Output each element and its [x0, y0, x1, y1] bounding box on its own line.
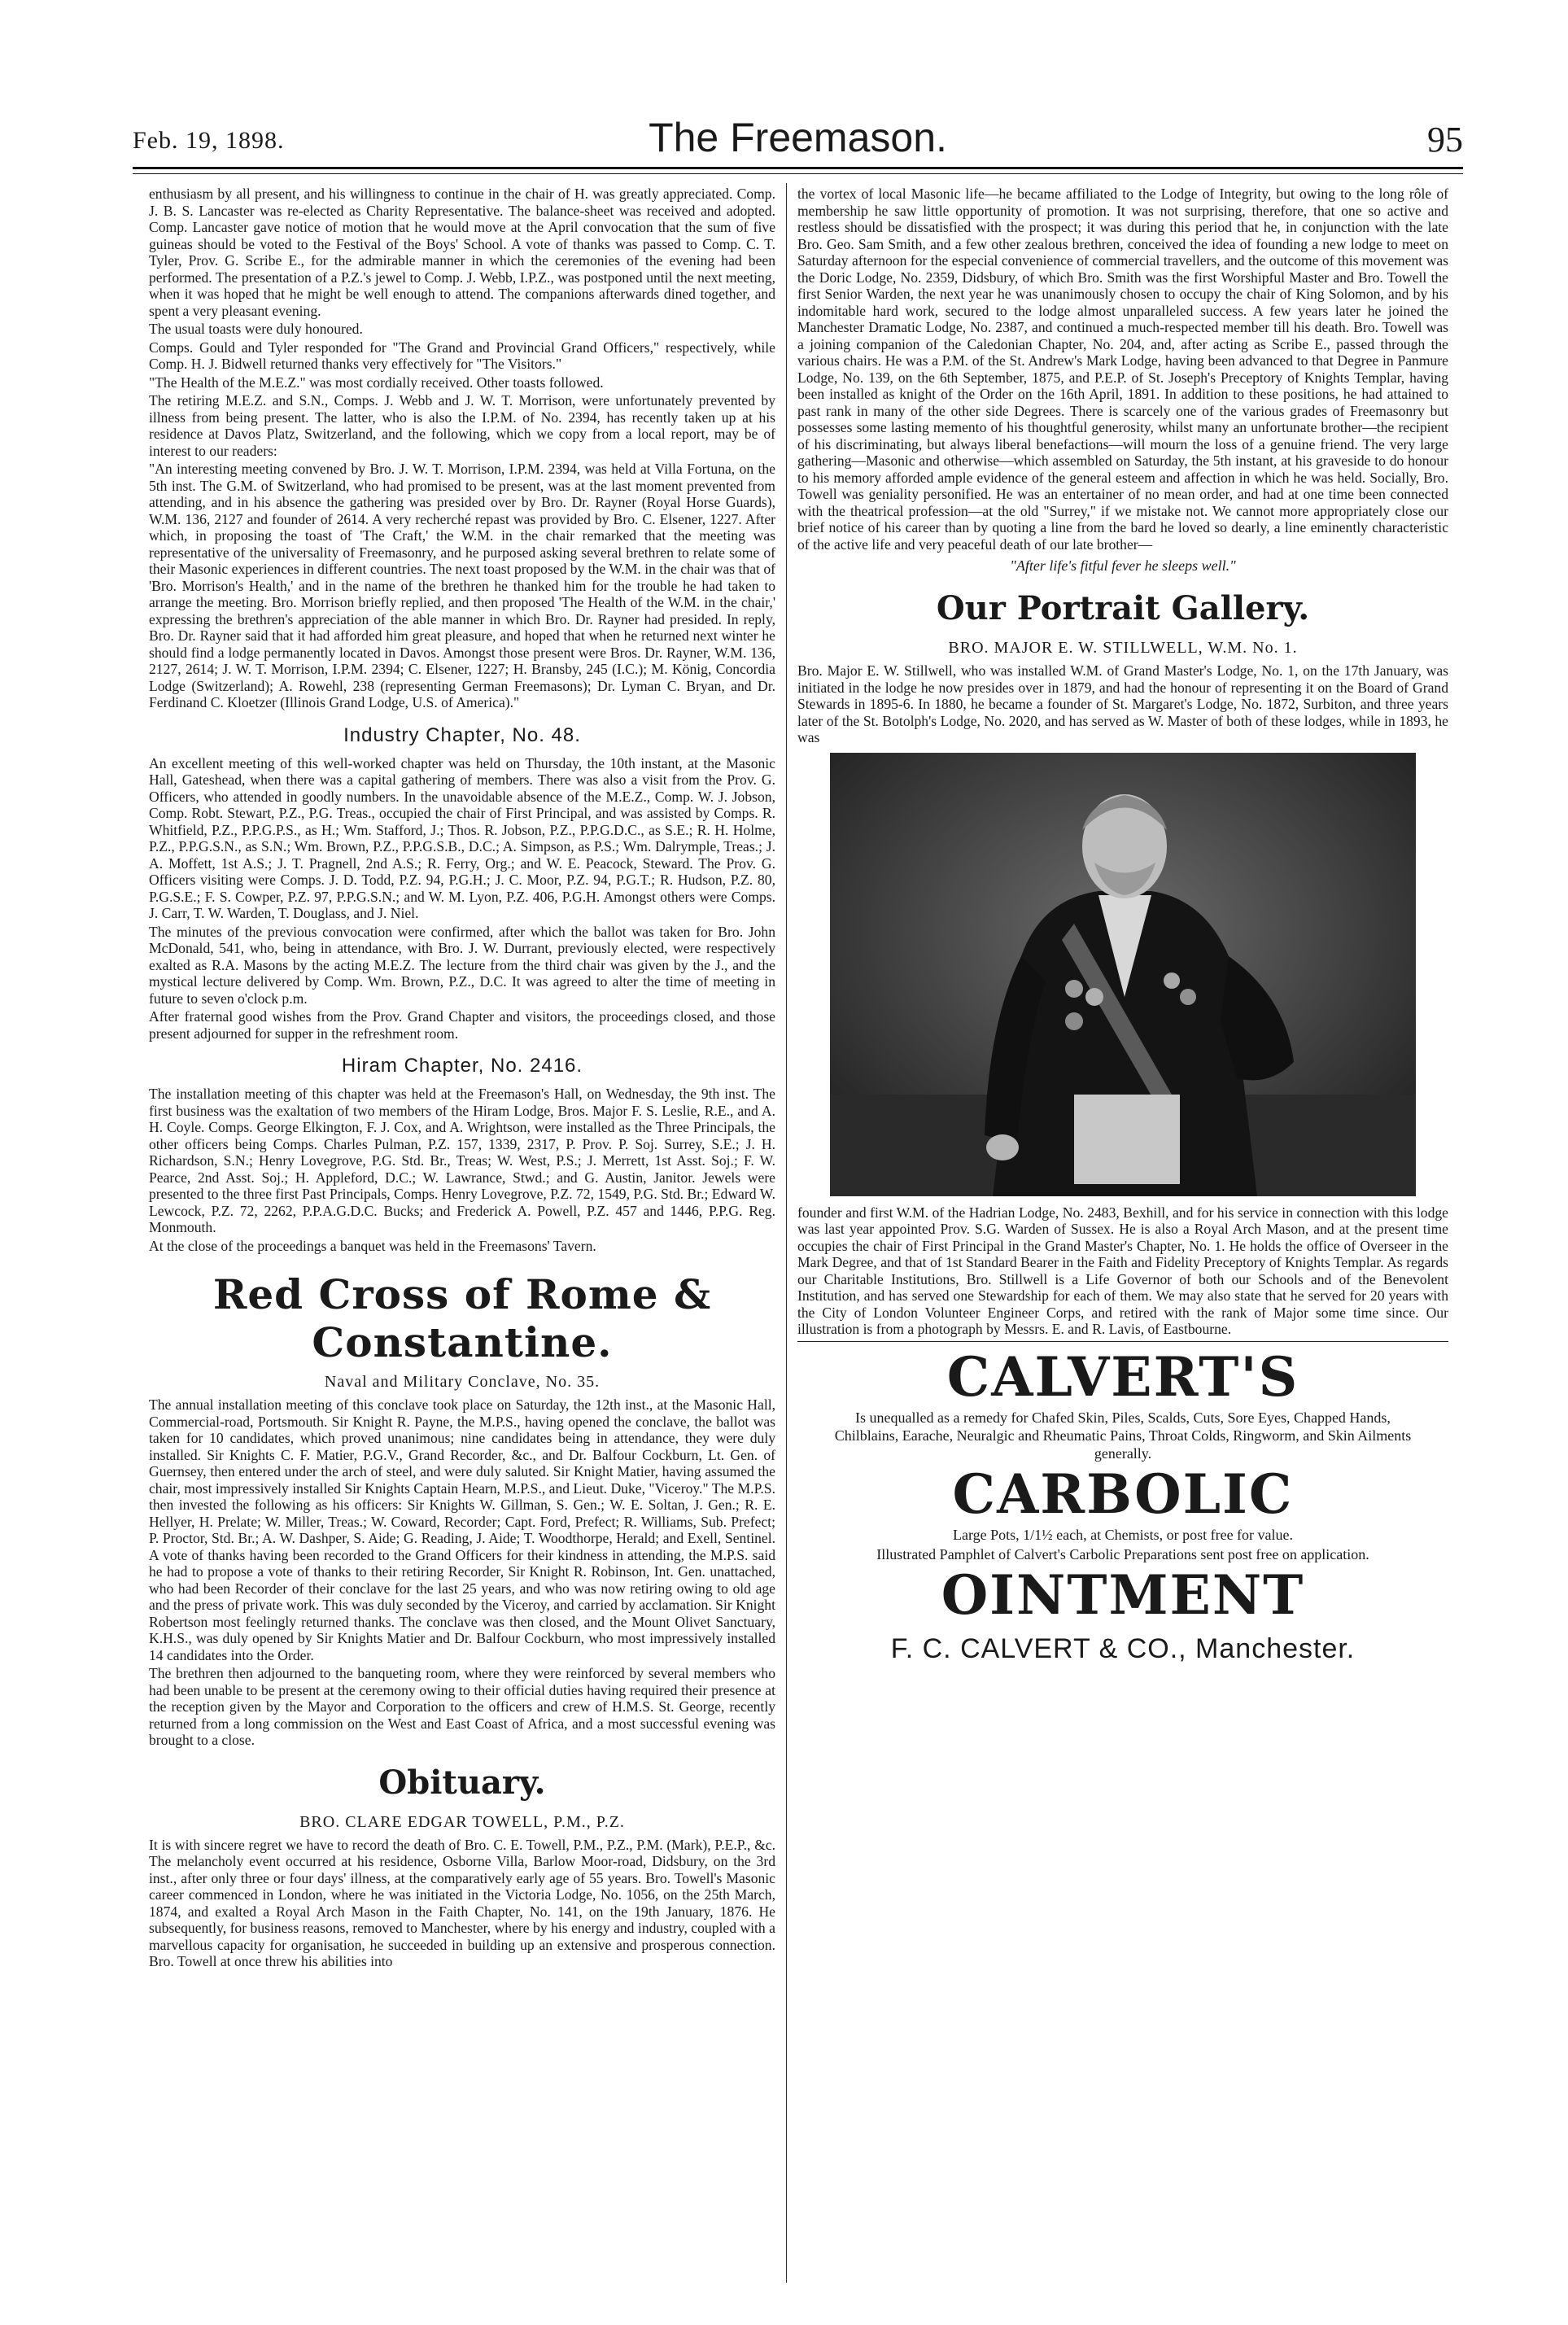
- ad-price-note: Large Pots, 1/1½ each, at Chemists, or post free for value.: [952, 1526, 1294, 1543]
- ad-description: Is unequalled as a remedy for Chafed Skin, Piles, Scalds, Cuts, Sore Eyes, Chapped Hands, Chilblains, Earache, Neuralgic and Rheumatic Pains, Throat Colds, Ringworm, and Skin Ailments generally.: [834, 1409, 1412, 1462]
- calverts-advertisement: [797, 1341, 1448, 1665]
- left-column: [149, 186, 775, 1972]
- obituary-heading: Obituary.: [378, 1763, 546, 1802]
- paragraph: enthusiasm by all present, and his willingness to continue in the chair of H. was greatly appreciated. Comp. J. B. S. Lancaster was re-elected as Charity Representative. The balance-sheet was received and adopted. Comp. Lancaster gave notice of motion that he would move at the April convocation that the sum of five guineas should be voted to the Festival of the Boys' School. A vote of thanks was passed to Comp. C. T. Tyler, Prov. G. Scribe E., for the admirable manner in which the ceremonies of the evening had been performed. The presentation of a P.Z.'s jewel to Comp. J. Webb, I.P.Z., was postponed until the next meeting, when it was hoped that he might be well enough to attend. The companions afterwards dined together, and spent a very pleasant evening.: [149, 186, 775, 319]
- chapter-report-continued: [149, 186, 775, 711]
- header-rule-thin: [133, 173, 1463, 174]
- hiram-chapter-heading: Hiram Chapter, No. 2416.: [341, 1055, 583, 1077]
- paragraph: The installation meeting of this chapter was held at the Freemason's Hall, on Wednesday, the 9th inst. The first business was the exaltation of two members of the Hiram Lodge, Bros. Major F. S. Leslie, R.E., and A. H. Coyle. Comps. George Elkington, F. J. Cox, and A. Wrightson, were installed as the Three Principals, the other officers being Comps. Charles Pulman, P.Z. 157, 1339, 2317, P. Prov. P. Soj. Surrey, S.E.; J. H. Richardson, S.N.; Henry Lovegrove, P.G. Std. Br., Treas; W. West, P.S.; J. Merrett, 1st Asst. Soj.; F. W. Pearce, 2nd Asst. Soj.; H. Appleford, D.C.; W. Lawrance, Stwd.; and G. Austin, Janitor. Jewels were presented to the three first Past Principals, Comps. Henry Lovegrove, P.Z. 72, 1549, P.G. Std. Br.; Edward W. Lewcock, P.Z. 72, 2262, P.P.A.G.D.C. Bucks; and Frederick A. Powell, P.Z. 457 and 1446, P.P.G. Reg. Monmouth.: [149, 1086, 775, 1235]
- portrait-photo: [830, 753, 1416, 1196]
- obituary-subject: BRO. CLARE EDGAR TOWELL, P.M., P.Z.: [299, 1812, 625, 1831]
- portrait-subject: BRO. MAJOR E. W. STILLWELL, W.M. No. 1.: [948, 639, 1298, 657]
- closing-quote: "After life's fitful fever he sleeps well.": [1010, 557, 1236, 574]
- ad-pamphlet-note: Illustrated Pamphlet of Calvert's Carbolic Preparations sent post free on application.: [876, 1545, 1369, 1562]
- issue-date: Feb. 19, 1898.: [133, 127, 285, 154]
- ad-firm-name: F. C. CALVERT & CO., Manchester.: [890, 1632, 1356, 1664]
- page-number: 95: [1427, 120, 1463, 160]
- paragraph: Bro. Major E. W. Stillwell, who was installed W.M. of Grand Master's Lodge, No. 1, on the 17th January, was initiated in the lodge he now presides over in 1879, and had the honour of representing it on the Board of Grand Stewards in 1895-6. In 1880, he became a founder of St. Margaret's Lodge, No. 1872, Surbiton, and three years later of the St. Botolph's Lodge, No. 2020, and has served as W. Master of both of these lodges, while in 1893, he was: [797, 662, 1448, 745]
- ad-headline-calverts: CALVERT'S: [946, 1344, 1299, 1409]
- right-column: [797, 186, 1448, 1665]
- header-rule-thick: [133, 167, 1463, 169]
- paragraph: The brethren then adjourned to the banqueting room, where they were reinforced by several members who had been unable to be present at the ceremony owing to their official duties having required their presence at the reception given by the Mayor and Corporation to the officers and crew of H.M.S. St. George, recently returned from a long commission on the West and East Coast of Africa, and a most successful evening was brought to a close.: [149, 1665, 775, 1748]
- paragraph: The annual installation meeting of this conclave took place on Saturday, the 12th inst., at the Masonic Hall, Commercial-road, Portsmouth. Sir Knight R. Payne, the M.P.S., having opened the conclave, the ballot was taken for 10 candidates, which proved unanimous; nine candidates being in attendance, they were duly installed. Sir Knights C. F. Matier, P.G.V., Grand Recorder, &c., and Dr. Balfour Cockburn, Lt. Gen. of Guernsey, then entered under the arch of steel, and were duly saluted. Sir Knight Matier, having assumed the chair, most impressively installed Sir Knights Captain Hearn, M.P.S., and Lieut. Duke, "Viceroy." The M.P.S. then invested the following as his officers: Sir Knights W. Gillman, S. Gen.; W. E. Soltan, J. Gen.; R. E. Hellyer, H. Prelate; W. Miller, Treas.; W. Coward, Recorder; Capt. Ford, Prefect; R. Williams, Sub. Prefect; P. Proctor, Std. Br.; A. W. Dashper, S. Aide; G. Reading, J. Aide; T. Woodthorpe, Herald; and Exell, Sentinel. A vote of thanks having been recorded to the Grand Officers for their kindness in attending, the M.P.S. said he had to propose a vote of thanks to their retiring Recorder, Sir Knight R. Robinson, Int. Gen. unattached, who had been Recorder of their conclave for the last 25 years, and who was now retiring owing to old age and the press of private work. This was duly seconded by the Viceroy, and carried by acclamation. Sir Knight Robertson most feelingly returned thanks. The conclave was then closed, and the Mount Olivet Sanctuary, K.H.S., was duly opened by Sir Knights Matier and Dr. Balfour Cockburn, who most impressively installed 14 candidates into the Order.: [149, 1396, 775, 1663]
- column-divider: [786, 183, 787, 2283]
- portrait-illustration: [830, 753, 1416, 1196]
- paragraph: The retiring M.E.Z. and S.N., Comps. J. Webb and J. W. T. Morrison, were unfortunately prevented by illness from being present. The latter, who is also the I.P.M. of No. 2394, has recently taken up at his residence at Davos Platz, Switzerland, and the following, which we copy from a local report, may be of interest to our readers:: [149, 392, 775, 459]
- paragraph: "An interesting meeting convened by Bro. J. W. T. Morrison, I.P.M. 2394, was held at Villa Fortuna, on the 5th inst. The G.M. of Switzerland, who had promised to be present, was at the last moment prevented from attending, and in his absence the gathering was presided over by Bro. Dr. Rayner (Royal Horse Guards), W.M. 136, 2127 and founder of 2614. A very recherché repast was provided by Bro. C. Elsener, 1227. After which, in proposing the toast of 'The Craft,' the W.M. in the chair remarked that the meeting was representative of the universality of Freemasonry, and he purposed asking several brethren to relate some of their Masonic experiences in different countries. The next toast proposed by the W.M. in the chair was that of 'Bro. Morrison's Health,' and in the name of the brethren he thanked him for the trouble he had taken to arrange the meeting. Bro. Morrison briefly replied, and then proposed 'The Health of the W.M. in the chair,' expressing the brethren's appreciation of the able manner in which Bro. Dr. Rayner had presided. In reply, Bro. Dr. Rayner said that it had afforded him great pleasure, and hoped that when he returned next winter he should find a lodge permanently located in Davos. Amongst those present were Bros. Dr. Rayner, W.M. 136, 2127, 2614; J. W. T. Morrison, I.P.M. 2394; C. Elsener, 1227; H. Bransby, 245 (I.C.); M. König, Concordia Lodge (Switzerland); A. Rowehl, 238 (representing German Freemasons); Dr. Lyman C. Bryan, and Dr. Ferdinand C. Kloetzer (Illinois Grand Lodge, U.S. of America).": [149, 461, 775, 710]
- paragraph: An excellent meeting of this well-worked chapter was held on Thursday, the 10th instant, at the Masonic Hall, Gateshead, when there was a capital gathering of members. There was also a visit from the Prov. G. Officers, who attended in goodly numbers. In the unavoidable absence of the M.E.Z., Comp. W. J. Jobson, Comp. Robt. Stewart, P.Z., P.G. Treas., occupied the chair of First Principal, and was assisted by Comps. R. Whitfield, P.Z., P.P.G.P.S., as H.; Wm. Stafford, J.; Thos. R. Jobson, P.Z., P.P.G.D.C., as S.E.; R. H. Holme, P.Z., P.P.G.S.N., as S.N.; Wm. Brown, P.Z., P.P.G.S.B., D.C.; A. Simpson, as P.S.; Wm. Dalrymple, Treas.; J. A. Moffett, 1st A.S.; J. T. Pragnell, 2nd A.S.; R. Ferry, Org.; and W. E. Peacock, Steward. The Prov. G. Officers visiting were Comps. J. D. Todd, P.Z. 94, P.G.H.; J. C. Moor, P.Z. 94, P.G.T.; R. Hudson, P.Z. 80, P.G.S.E.; F. S. Cowper, P.Z. 97, P.P.G.S.N.; and W. M. Lyon, P.Z. 406, P.G.H. Amongst others were Comps. J. Carr, T. W. Warden, T. Douglass, and J. Niel.: [149, 754, 775, 921]
- paragraph: It is with sincere regret we have to record the death of Bro. C. E. Towell, P.M., P.Z., P.M. (Mark), P.E.P., &c. The melancholy event occurred at his residence, Osborne Villa, Barlow Moor-road, Didsbury, on the 3rd inst., after only three or four days' illness, at the comparatively early age of 55 years. Bro. Towell's Masonic career commenced in London, where he was initiated in the Victoria Lodge, No. 1056, on the 25th March, 1874, and exalted a Royal Arch Mason in the Faith Chapter, No. 141, on the 19th January, 1876. He subsequently, for business reasons, removed to Manchester, where by his energy and industry, coupled with a marvellous capacity for organisation, he succeeded in building up an extensive and prosperous connection. Bro. Towell at once threw his abilities into: [149, 1836, 775, 1969]
- paragraph: the vortex of local Masonic life—he became affiliated to the Lodge of Integrity, but owing to the long rôle of membership he saw little opportunity of promotion. It was not surprising, therefore, that one so active and restless should be dissatisfied with the prospect; it was during this period that he, in conjunction with the late Bro. Geo. Sam Smith, and a few other zealous brethren, conceived the idea of founding a new lodge to meet on Saturday afternoon for the especial convenience of commercial travellers, and the outcome of this movement was the Doric Lodge, No. 2359, Didsbury, of which Bro. Smith was the first Worshipful Master and Bro. Towell the first Senior Warden, the next year he was unanimously chosen to occupy the chair of King Solomon, and by his indomitable hard work, secured to the lodge almost unparalleled success. A few years later he joined the Manchester Dramatic Lodge, No. 2387, and continued a much-respected member till his death. Bro. Towell was a joining companion of the Caledonian Chapter, No. 204, and, after acting as Scribe E., passed through the various chairs. He was a P.M. of the St. Andrew's Mark Lodge, having been advanced to that Degree in Panmure Lodge, No. 139, on the 6th September, 1875, and P.E.P. of St. Joseph's Preceptory of Knights Templar, having been installed as knight of the Order on the 16th April, 1891. In addition to these positions, he had attained to past rank in many of the other side Degrees. There is scarcely one of the various grades of Freemasonry but possesses some lasting memento of his thoughtful generosity, whilst many an unfortunate brother—the recipient of his discriminating, but always liberal benefactions—will mourn the loss of a genuine friend. The very large gathering—Masonic and otherwise—which assembled on Saturday, the 5th instant, at his graveside to do honour to his memory afforded ample evidence of the general esteem and affection in which he was held. Socially, Bro. Towell was geniality personified. He was an entertainer of no mean order, and had at one time been connected with the theatrical profession—at the old "Surrey," if we mistake not. We cannot more appropriately close our brief notice of his career than by quoting a line from the bard he loved so dearly, a line eminently characteristic of the active life and very peaceful death of our late brother—: [797, 186, 1448, 553]
- naval-conclave-heading: Naval and Military Conclave, No. 35.: [324, 1373, 601, 1391]
- ad-headline-carbolic: CARBOLIC: [952, 1462, 1294, 1526]
- portrait-gallery-heading: Our Portrait Gallery.: [936, 589, 1310, 627]
- paragraph: Comps. Gould and Tyler responded for "The Grand and Provincial Grand Officers," respectively, while Comp. H. J. Bidwell returned thanks very effectively for "The Visitors.": [149, 339, 775, 372]
- paragraph: founder and first W.M. of the Hadrian Lodge, No. 2483, Bexhill, and for his service in connection with this lodge was last year appointed Prov. S.G. Warden of Sussex. He is also a Royal Arch Mason, and at the present time occupies the chair of First Principal in the Grand Master's Chapter, No. 1. He holds the office of Overseer in the Mark Degree, and that of 1st Standard Bearer in the Faith and Fidelity Preceptory of Knights Templar. As regards our Charitable Institutions, Bro. Stillwell is a Life Governor of both our Schools and of the Benevolent Institution, and has served one Stewardship for each of them. We may also state that he served for 20 years with the City of London Volunteer Engineer Corps, and retired with the rank of Major some time since. Our illustration is from a photograph by Messrs. E. and R. Lavis, of Eastbourne.: [797, 1204, 1448, 1337]
- ad-headline-ointment: OINTMENT: [941, 1562, 1305, 1627]
- red-cross-heading: Red Cross of Rome & Constantine.: [212, 1270, 712, 1366]
- page-header: [133, 114, 1463, 163]
- paragraph: The usual toasts were duly honoured.: [149, 321, 363, 337]
- masthead-title: The Freemason.: [649, 115, 947, 160]
- paragraph: At the close of the proceedings a banquet was held in the Freemasons' Tavern.: [149, 1237, 596, 1254]
- paragraph: "The Health of the M.E.Z." was most cordially received. Other toasts followed.: [149, 374, 604, 391]
- paragraph: After fraternal good wishes from the Prov. Grand Chapter and visitors, the proceedings closed, and those present adjourned for supper in the refreshment room.: [149, 1008, 775, 1042]
- paragraph: The minutes of the previous convocation were confirmed, after which the ballot was taken for Bro. John McDonald, 541, who, being in attendance, with Bro. J. W. Durrant, previously elected, were respectively exalted as R.A. Masons by the acting M.E.Z. The lecture from the third chair was given by the J., and the mystical lecture delivered by Comp. Wm. Brown, P.Z., D.C. It was agreed to alter the time of meeting in future to seven o'clock p.m.: [149, 923, 775, 1007]
- industry-chapter-heading: Industry Chapter, No. 48.: [343, 723, 581, 746]
